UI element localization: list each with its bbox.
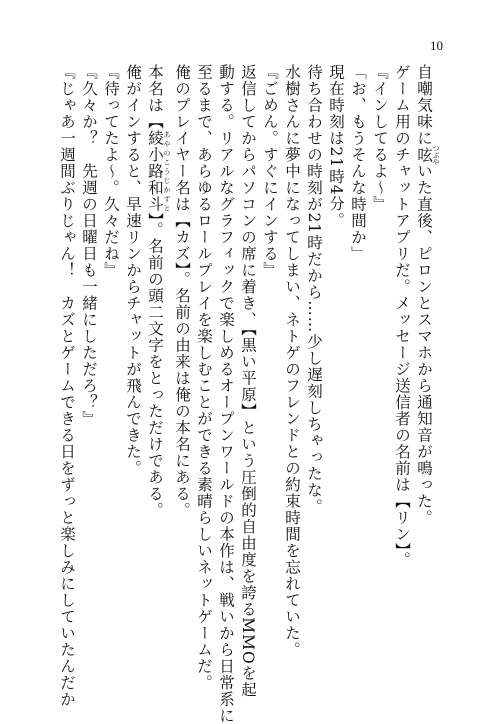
text-line-6: 待ち合わせの時刻が21時だから……少し遅刻しちゃったな。 [305,64,323,515]
text-line-15: 『待ってたよ〜。久々だね』 [102,64,120,279]
text-line-8: 『ごめん。すぐにインする』 [261,64,279,279]
ruby-annotation: 呟 つぶや [415,144,440,166]
text-line-7: 水樹さんに夢中になってしまい、ネトゲのフレンドとの約束時間を忘れていた。 [283,64,301,658]
text-line-9: 返信してからパソコンの席に着き、【黒い平原】という圧倒的自由度を誇るMMOを起 [239,64,257,698]
text-line-12: 俺のプレイヤー名は【カズ】。名前の由来は俺の本名にある。 [173,64,191,519]
text-line-13: 本名は【綾小路和斗 あやのこうじかずと】。名前の頭二文字をとっただけである。 [146,64,171,519]
page-number: 10 [430,38,443,53]
text-line-5: 現在時刻は21時4分。 [327,64,345,229]
text-line-10: 動する。リアルなグラフィックで楽しめるオープンワールドの本作は、戦いから日常系に [217,64,235,724]
text-line-4: 「お、もうそんな時間か」 [349,64,367,262]
text-line-11: 至るまで、あらゆるロールプレイを楽しむことができる素晴らしいネットゲームだ。 [195,64,213,691]
text-line-1: 自嘲気味に呟 つぶやいた直後、ピロンとスマホから通知音が鳴った。 [415,64,440,526]
text-line-17: 『じゃあ一週間ぶりじゃん！ カズとゲームできる日をずっと楽しみにしていたんだか [58,64,76,708]
body-text [58,64,440,724]
text-line-2: ゲーム用のチャットアプリだ。メッセージ送信者の名前は【リン】。 [393,64,411,568]
text-line-3: 『インしてるよ〜』 [371,64,389,213]
text-line-16: 『久々か？ 先週の日曜日も一緒にしただろ？』 [80,64,98,427]
ruby-annotation: 綾小路和斗 あやのこうじかずと [146,130,171,213]
text-line-14: 俺がインすると、早速リンからチャットが飛んできた。 [124,64,142,477]
